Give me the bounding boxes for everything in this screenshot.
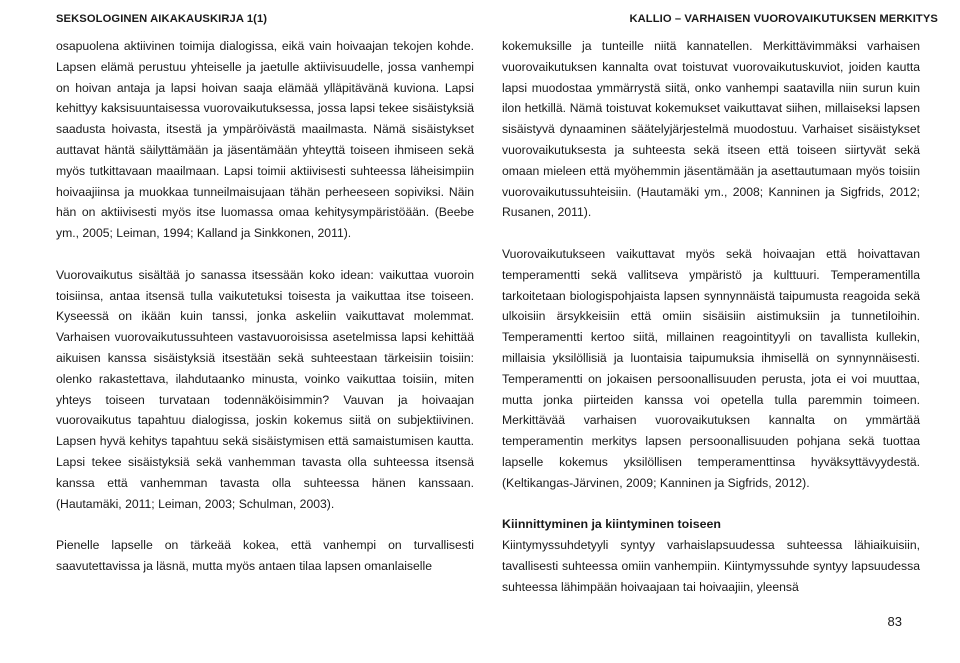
article-header: KALLIO – VARHAISEN VUOROVAIKUTUKSEN MERKITYS <box>629 13 938 25</box>
left-paragraph-1: osapuolena aktiivinen toimija dialogissa, eikä vain hoivaajan tekojen kohde. Lapsen elämä perustuu yhteiselle ja jaetulle aktiivisuudelle, jossa vanhempi on hoivan antaja ja lapsi hoivan saaja elämää ylläpitävänä kuviona. Lapsi kehittyy kaksisuuntaisessa vuorovaikutuksessa, jossa lapsi tekee sisäistyksiä saadusta hoivasta, itsestä ja ympäröivästä maailmasta. Nämä sisäistykset auttavat häntä säilyttämään ja jäsentämään yhteyttä toiseen ihmiseen sekä myös tutkittavaan maailmaan. Lapsi toimii aktiivisesti suhteessa läheisimpiin hoivaajiinsa ja muokkaa tunneilmaisujaan tähän perheeseen sopiviksi. Näin hän on aktiivisesti myös itse luomassa omaa kehitysympäristöään. (Beebe ym., 2005; Leiman, 1994; Kalland ja Sinkkonen, 2011). <box>56 39 474 241</box>
paragraph-gap <box>56 244 474 265</box>
paragraph-gap <box>502 494 920 515</box>
section-heading: Kiinnittyminen ja kiintyminen toiseen <box>502 517 721 532</box>
left-column <box>56 0 474 577</box>
left-paragraph-2: Vuorovaikutus sisältää jo sanassa itsessään koko idean: vaikuttaa vuoroin toisiinsa, antaa itsensä tulla vaikutetuksi toisesta ja vaikuttaa itse toiseen. Kyseessä on ikään kuin tanssi, jonka askeliin vaikuttavat molemmat. Varhaisen vuorovaikutussuhteen vastavuoroisissa asetelmissa lapsi kehittää aikuisen kanssa sisäistyksiä itsestään sekä suhteestaan tärkeisiin toisiin: olenko rakastettava, ilahdutaanko minusta, voinko vaikuttaa toisiin, miten yhteys toiseen turvataan todennäköisimmin? Vauvan ja hoivaajan vuorovaikutus tapahtuu dialogissa, joskin kokemus siitä on subjektiivinen. Lapsen hyvä kehitys tapahtuu sekä sisäistymisen että samaistumisen kautta. Lapsi tekee sisäistyksiä sekä vanhemman tavasta olla suhteessa itsensä kanssa että vanhemman tavasta olla suhteessa hänen kanssaan. (Hautamäki, 2011; Leiman, 2003; Schulman, 2003). <box>56 267 474 511</box>
paragraph-gap <box>56 514 474 535</box>
right-column <box>502 0 938 598</box>
left-paragraph-3: Pienelle lapselle on tärkeää kokea, että vanhempi on turvallisesti saavutettavissa ja läsnä, mutta myös antaen tilaa lapsen omanlaiselle <box>56 538 474 573</box>
page-number: 83 <box>887 614 902 629</box>
right-paragraph-2: Vuorovaikutukseen vaikuttavat myös sekä hoivaajan että hoivattavan temperamentti sekä vallitseva ympäristö ja kulttuuri. Temperamentilla tarkoitetaan biologispohjaista lapsen synnynnäistä taipumusta reagoida sekä ulkoisiin ärsykkeisiin että omiin sisäisiin aistimuksiin ja tunnetiloihin. Temperamentti kertoo siitä, millainen reagointityyli on tavallista kullekin, millaisia yksilöllisiä ja luontaisia taipumuksia ihmisellä on synnynnäisesti. Temperamentti on jokaisen persoonallisuuden perusta, jota ei voi muuttaa, mutta jonka piirteiden kanssa voi opetella tulla paremmin toimeen. Merkittävää varhaisen vuorovaikutuksen kannalta on ymmärtää temperamentin merkitys lapsen persoonallisuuden pohjana sekä tuottaa lapselle kokemus yksilöllisen temperamenttinsa hyväksyttävyydestä. (Keltikangas-Järvinen, 2009; Kanninen ja Sigfrids, 2012). <box>502 246 920 490</box>
journal-header: SEKSOLOGINEN AIKAKAUSKIRJA 1(1) <box>56 13 268 25</box>
right-paragraph-1: kokemuksille ja tunteille niitä kannatellen. Merkittävimmäksi varhaisen vuorovaikutuksen kannalta ovat toistuvat vuorovaikutuskuviot, joiden kautta lapsi muodostaa ymmärrystä siitä, onko vanhempi saatavilla niin surun kuin ilon hetkillä. Nämä toistuvat kokemukset vaikuttavat siihen, millaiseksi lapsen sisäistyvä dynaaminen säätelyjärjestelmä muodostuu. Varhaiset sisäistykset vuorovaikutuksesta ja suhteesta sekä itseen että toiseen siirtyvät sekä omaan mieleen että myöhemmin jäsentämään ja asettautumaan myös toisiin vuorovaikutussuhteisiin. (Hautamäki ym., 2008; Kanninen ja Sigfrids, 2012; Rusanen, 2011). <box>502 39 920 220</box>
paragraph-gap <box>502 223 920 244</box>
right-paragraph-3: Kiintymyssuhdetyyli syntyy varhaislapsuudessa suhteessa lähiaikuisiin, tavallisesti suhteessa omiin vanhempiin. Kiintymyssuhde syntyy lapsuudessa suhteessa lähimpään hoivaajaan tai hoivaajiin, yleensä <box>502 538 920 594</box>
